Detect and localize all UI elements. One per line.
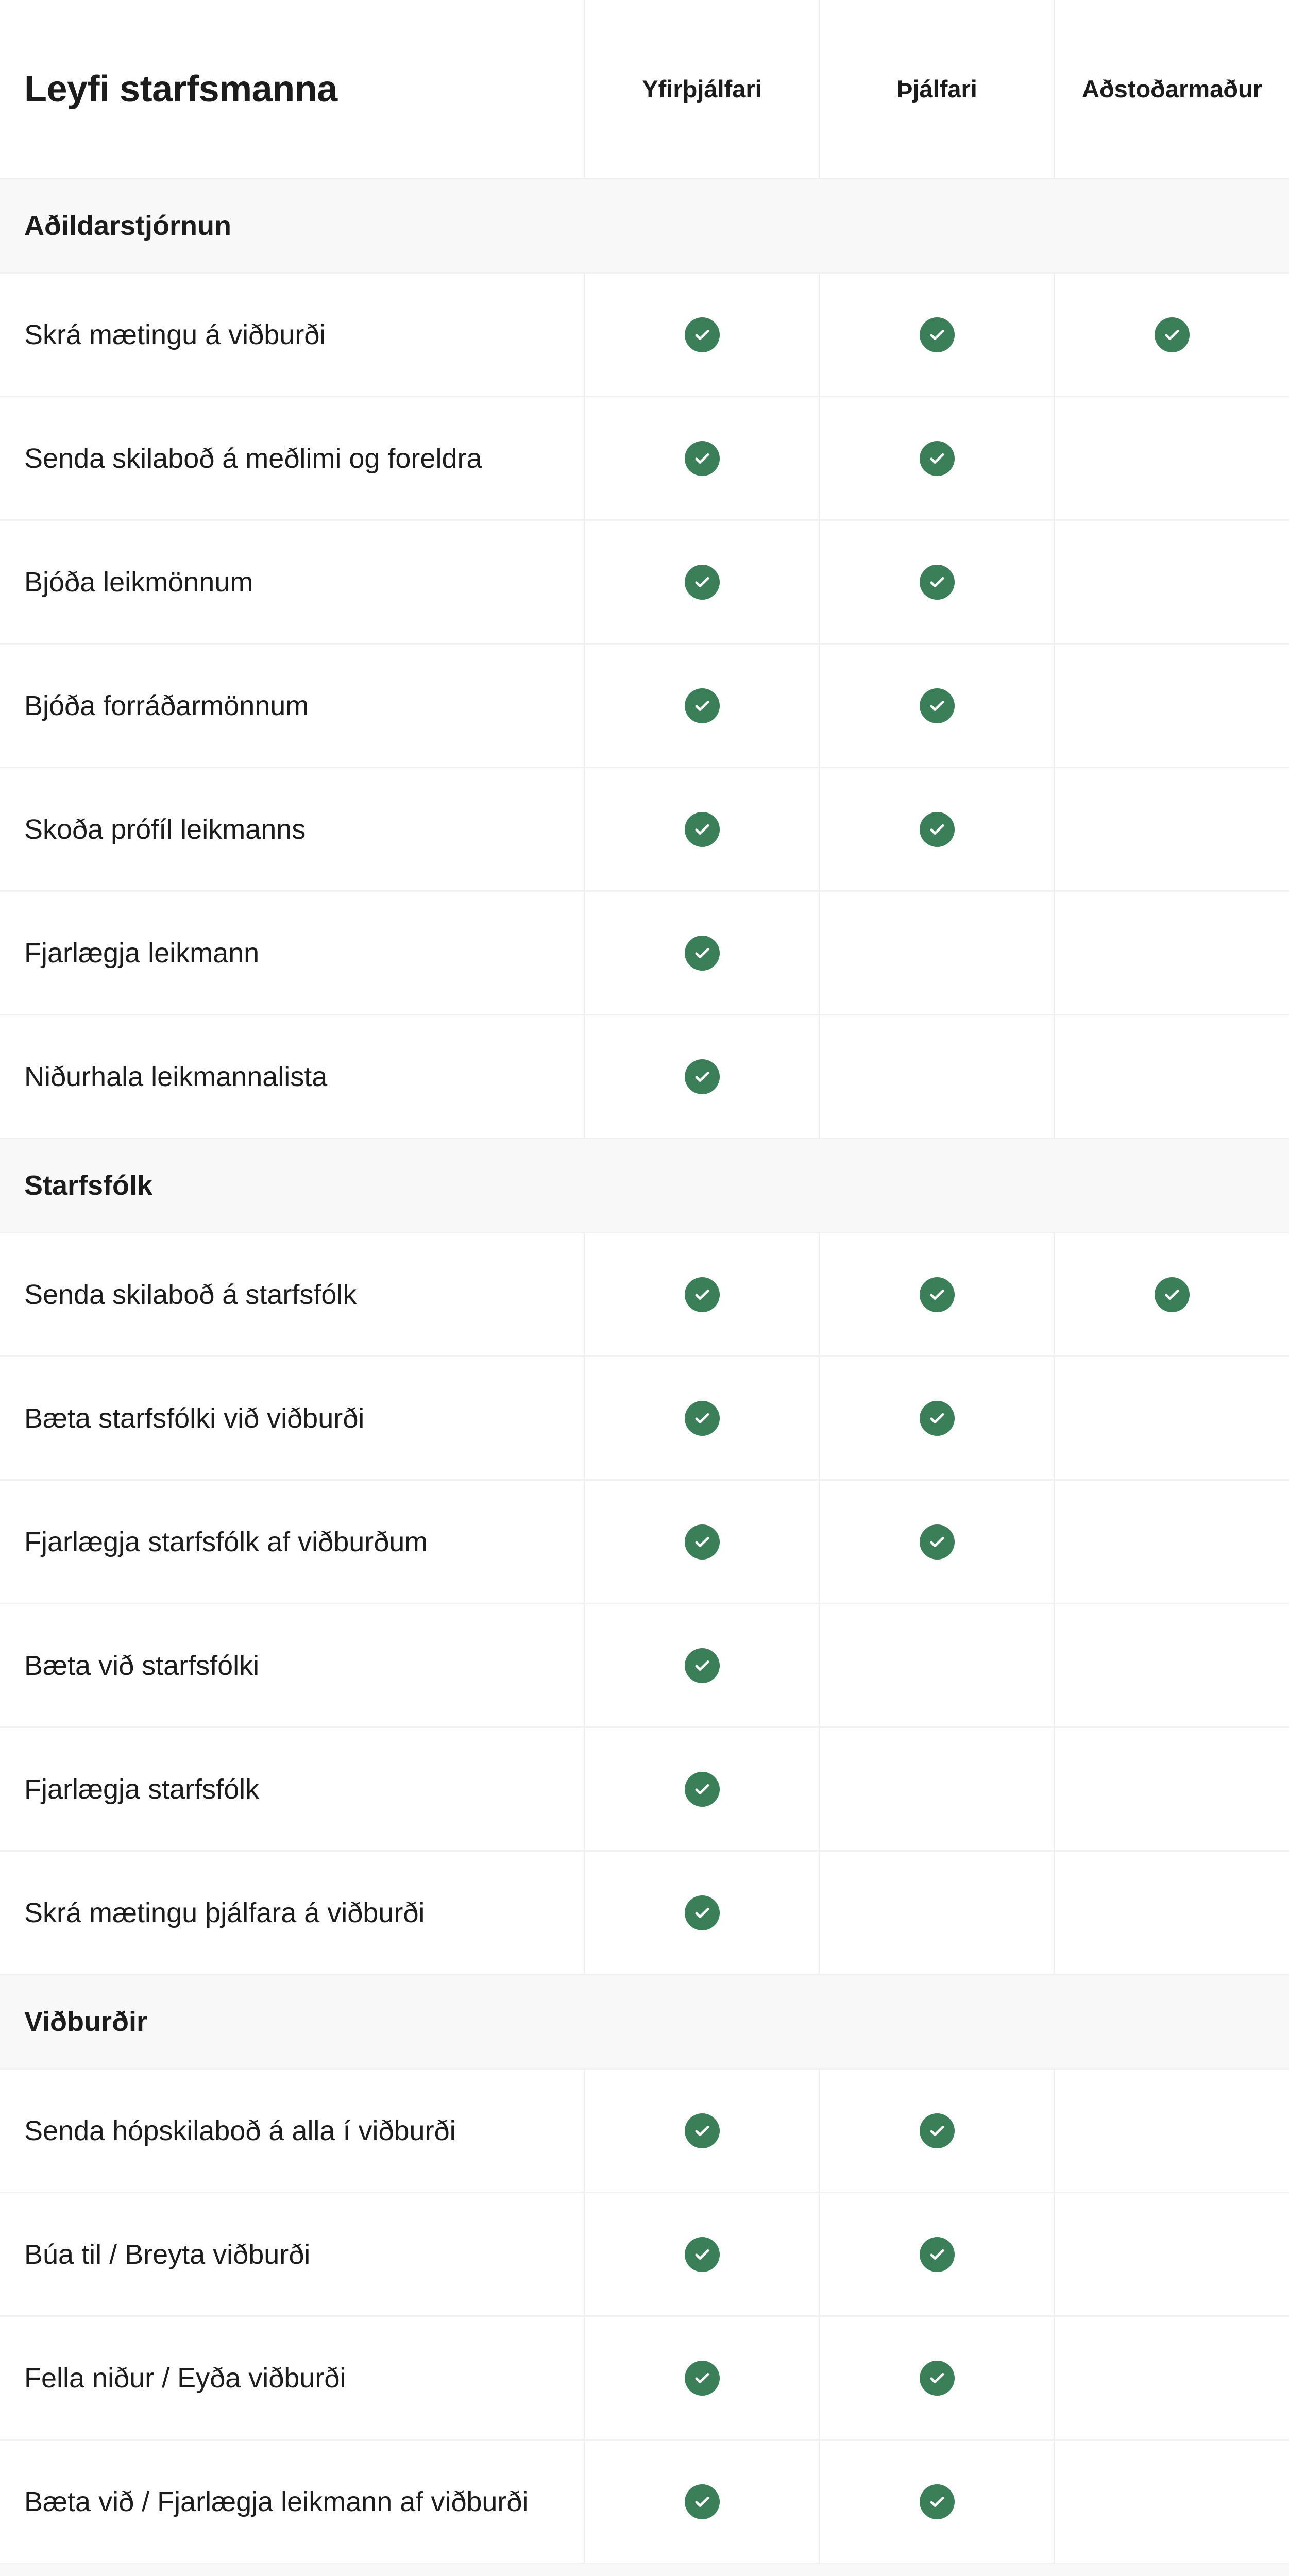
- permission-label: Bjóða leikmönnum: [24, 566, 253, 598]
- check-circle-icon: [685, 1772, 720, 1807]
- permission-cell: [1054, 645, 1289, 767]
- check-circle-icon: [685, 1277, 720, 1312]
- permission-cell: [1054, 1481, 1289, 1603]
- section-empty-cell: [584, 179, 819, 272]
- permission-label: Fjarlægja starfsfólk af viðburðum: [24, 1526, 428, 1557]
- section-empty-cell: [1054, 1975, 1289, 2068]
- section-label-cell: [0, 2564, 584, 2576]
- permission-row: [0, 521, 1289, 645]
- check-circle-icon: [685, 936, 720, 971]
- permission-cell: [819, 2441, 1054, 2563]
- permission-cell: [819, 1481, 1054, 1603]
- permission-cell: [584, 397, 819, 519]
- section-empty-cell: [584, 1975, 819, 2068]
- check-circle-icon: [920, 688, 955, 723]
- permission-cell: [819, 1852, 1054, 1974]
- section-header-row: [0, 2564, 1289, 2576]
- section-empty-cell: [1054, 2564, 1289, 2576]
- permission-cell: [584, 1233, 819, 1355]
- column-header-head-coach: Yfirþjálfari: [642, 75, 762, 103]
- permission-cell: [1054, 274, 1289, 396]
- section-empty-cell: [819, 2564, 1054, 2576]
- permission-label-cell: [0, 1233, 584, 1355]
- permission-cell: [584, 1357, 819, 1479]
- permission-cell: [584, 1015, 819, 1138]
- permission-label-cell: [0, 2317, 584, 2439]
- permission-cell: [819, 1728, 1054, 1850]
- column-header-assistant: Aðstoðarmaður: [1082, 75, 1262, 103]
- section-title: Viðburðir: [24, 2006, 148, 2037]
- section-header-row: [0, 1975, 1289, 2070]
- permission-cell: [819, 274, 1054, 396]
- permission-cell: [584, 2317, 819, 2439]
- permission-cell: [819, 1015, 1054, 1138]
- permission-label: Skrá mætingu þjálfara á viðburði: [24, 1897, 425, 1928]
- permission-label: Fjarlægja starfsfólk: [24, 1773, 260, 1805]
- permission-label-cell: [0, 1728, 584, 1850]
- permission-label: Fella niður / Eyða viðburði: [24, 2362, 346, 2394]
- permission-label-cell: [0, 1357, 584, 1479]
- header-title-cell: [0, 0, 584, 178]
- check-circle-icon: [685, 2113, 720, 2148]
- check-circle-icon: [685, 2237, 720, 2272]
- permission-cell: [1054, 1233, 1289, 1355]
- permission-cell: [584, 892, 819, 1014]
- check-circle-icon: [685, 2361, 720, 2396]
- table-header: [0, 0, 1289, 179]
- permission-label-cell: [0, 274, 584, 396]
- permission-cell: [819, 892, 1054, 1014]
- permission-row: [0, 892, 1289, 1015]
- permission-cell: [1054, 1357, 1289, 1479]
- permission-cell: [584, 1481, 819, 1603]
- permission-label: Niðurhala leikmannalista: [24, 1061, 328, 1092]
- table-body: [0, 179, 1289, 2576]
- permission-row: [0, 274, 1289, 397]
- permission-cell: [584, 645, 819, 767]
- check-circle-icon: [920, 1524, 955, 1560]
- permission-label: Bæta við / Fjarlægja leikmann af viðburði: [24, 2486, 529, 2517]
- permission-label: Bjóða forráðarmönnum: [24, 690, 309, 721]
- permission-cell: [1054, 1604, 1289, 1726]
- permission-label-cell: [0, 1604, 584, 1726]
- permission-cell: [819, 2193, 1054, 2315]
- check-circle-icon: [685, 441, 720, 476]
- permission-label-cell: [0, 645, 584, 767]
- permission-label-cell: [0, 521, 584, 643]
- permission-label: Senda skilaboð á meðlimi og foreldra: [24, 443, 482, 474]
- section-label-cell: [0, 179, 584, 272]
- permission-row: [0, 2317, 1289, 2441]
- section-header-row: [0, 179, 1289, 274]
- permission-label-cell: [0, 892, 584, 1014]
- permission-label: Senda hópskilaboð á alla í viðburði: [24, 2115, 456, 2146]
- column-header-coach: Þjálfari: [896, 75, 977, 103]
- section-label-cell: [0, 1975, 584, 2068]
- section-title: Aðildarstjórnun: [24, 210, 231, 241]
- check-circle-icon: [685, 1648, 720, 1683]
- permission-cell: [584, 1728, 819, 1850]
- check-circle-icon: [685, 1895, 720, 1930]
- permission-row: [0, 645, 1289, 768]
- permission-cell: [819, 645, 1054, 767]
- check-circle-icon: [920, 1401, 955, 1436]
- permission-cell: [584, 2193, 819, 2315]
- permission-row: [0, 1604, 1289, 1728]
- section-label-cell: [0, 1139, 584, 1232]
- section-header-row: [0, 1139, 1289, 1233]
- permission-label: Búa til / Breyta viðburði: [24, 2239, 311, 2270]
- permission-cell: [1054, 892, 1289, 1014]
- permission-label-cell: [0, 2070, 584, 2192]
- permission-row: [0, 1481, 1289, 1604]
- check-circle-icon: [920, 812, 955, 847]
- permission-cell: [584, 274, 819, 396]
- section-empty-cell: [584, 1139, 819, 1232]
- permission-label: Bæta við starfsfólki: [24, 1650, 260, 1681]
- column-header-cell: [1054, 0, 1289, 178]
- check-circle-icon: [685, 1059, 720, 1094]
- permission-cell: [1054, 521, 1289, 643]
- permission-cell: [584, 1604, 819, 1726]
- section-empty-cell: [819, 1975, 1054, 2068]
- permission-cell: [819, 1357, 1054, 1479]
- permission-label-cell: [0, 1481, 584, 1603]
- permission-cell: [1054, 2317, 1289, 2439]
- permission-label: Skrá mætingu á viðburði: [24, 319, 326, 350]
- section-title: Starfsfólk: [24, 1170, 153, 1201]
- permission-row: [0, 397, 1289, 521]
- permission-row: [0, 1357, 1289, 1481]
- permission-row: [0, 1852, 1289, 1975]
- permission-cell: [819, 2317, 1054, 2439]
- permission-cell: [1054, 2441, 1289, 2563]
- permission-row: [0, 768, 1289, 892]
- permission-row: [0, 2070, 1289, 2193]
- check-circle-icon: [685, 812, 720, 847]
- column-header-cell: [819, 0, 1054, 178]
- permission-label-cell: [0, 2441, 584, 2563]
- permission-row: [0, 1233, 1289, 1357]
- permission-cell: [1054, 768, 1289, 890]
- check-circle-icon: [920, 2113, 955, 2148]
- permission-cell: [1054, 1728, 1289, 1850]
- check-circle-icon: [920, 2361, 955, 2396]
- permission-row: [0, 2441, 1289, 2564]
- permission-cell: [1054, 397, 1289, 519]
- section-empty-cell: [584, 2564, 819, 2576]
- check-circle-icon: [920, 565, 955, 600]
- permission-cell: [819, 1233, 1054, 1355]
- check-circle-icon: [685, 1401, 720, 1436]
- permission-cell: [1054, 1015, 1289, 1138]
- check-circle-icon: [920, 317, 955, 352]
- check-circle-icon: [920, 2237, 955, 2272]
- permission-cell: [1054, 2193, 1289, 2315]
- permission-label-cell: [0, 397, 584, 519]
- section-empty-cell: [1054, 179, 1289, 272]
- section-empty-cell: [819, 1139, 1054, 1232]
- section-empty-cell: [819, 179, 1054, 272]
- permission-cell: [819, 397, 1054, 519]
- column-header-cell: [584, 0, 819, 178]
- permission-cell: [584, 2070, 819, 2192]
- permission-cell: [584, 2441, 819, 2563]
- permission-label: Senda skilaboð á starfsfólk: [24, 1279, 357, 1310]
- check-circle-icon: [685, 2484, 720, 2519]
- permission-label-cell: [0, 2193, 584, 2315]
- permission-label: Bæta starfsfólki við viðburði: [24, 1402, 365, 1434]
- check-circle-icon: [920, 2484, 955, 2519]
- check-circle-icon: [1155, 317, 1190, 352]
- check-circle-icon: [685, 317, 720, 352]
- permission-cell: [819, 2070, 1054, 2192]
- permission-cell: [819, 768, 1054, 890]
- permission-cell: [1054, 1852, 1289, 1974]
- permission-cell: [819, 521, 1054, 643]
- permission-cell: [1054, 2070, 1289, 2192]
- check-circle-icon: [685, 688, 720, 723]
- check-circle-icon: [920, 1277, 955, 1312]
- permission-cell: [584, 1852, 819, 1974]
- check-circle-icon: [920, 441, 955, 476]
- permission-label-cell: [0, 1015, 584, 1138]
- page-title: Leyfi starfsmanna: [24, 68, 337, 110]
- permission-cell: [584, 521, 819, 643]
- permission-label: Fjarlægja leikmann: [24, 937, 260, 969]
- check-circle-icon: [685, 1524, 720, 1560]
- permission-row: [0, 1015, 1289, 1139]
- permission-label-cell: [0, 768, 584, 890]
- permission-cell: [584, 768, 819, 890]
- permission-label-cell: [0, 1852, 584, 1974]
- permission-row: [0, 1728, 1289, 1852]
- permission-label: Skoða prófíl leikmanns: [24, 814, 306, 845]
- section-empty-cell: [1054, 1139, 1289, 1232]
- check-circle-icon: [1155, 1277, 1190, 1312]
- permission-row: [0, 2193, 1289, 2317]
- check-circle-icon: [685, 565, 720, 600]
- permission-cell: [819, 1604, 1054, 1726]
